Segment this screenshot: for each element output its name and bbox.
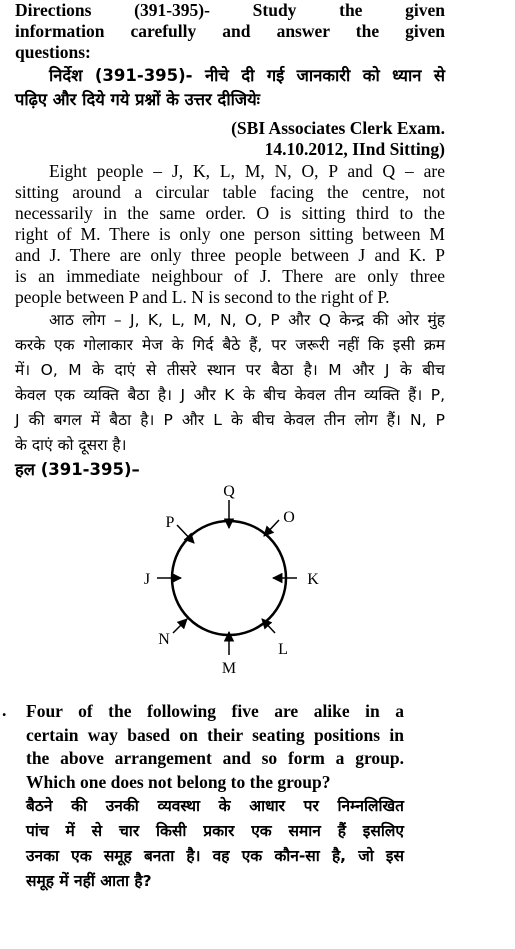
question-en <box>26 700 404 794</box>
question-en-line: Which one does not belong to the group? <box>26 771 331 792</box>
source-citation <box>15 118 445 160</box>
question-hi-line: बैठने की उनकी व्यवस्था के आधार पर निम्नलिखित <box>26 797 404 815</box>
directions-en <box>15 0 445 63</box>
question-en-line: certain way based on their seating positions in <box>26 724 404 745</box>
passage-en-line: people between P and L. N is second to the right of P. <box>15 287 390 307</box>
passage-hi <box>15 308 445 458</box>
passage-en-line: is an immediate neighbour of J. There are only three <box>15 266 445 286</box>
passage-en <box>15 161 445 308</box>
question-en-line: the above arrangement and so form a group. <box>26 748 404 768</box>
passage-en-line: sitting around a circular table facing the centre, not <box>15 182 445 202</box>
source-line: 14.10.2012, IInd Sitting) <box>264 139 445 159</box>
label-m: M <box>221 660 237 677</box>
question-hi <box>26 794 404 894</box>
directions-en-line: questions: <box>15 42 91 62</box>
arrow-o <box>264 520 279 536</box>
arrow-l <box>262 619 275 633</box>
label-k: K <box>307 571 319 588</box>
question-en-line: Four of the following five are alike in a <box>26 701 404 721</box>
label-n: N <box>158 631 170 648</box>
passage-en-line: necessarily in the same order. O is sitting third to the <box>15 203 445 223</box>
passage-hi-line: J की बगल में बैठा है। P और L के बीच केवल तीन लोग हैं। N, P <box>15 411 445 429</box>
passage-en-line: Eight people – J, K, L, M, N, O, P and Q – are <box>49 161 445 181</box>
directions-hi-line: निर्देश (391-395)- नीचे दी गई जानकारी को ध्यान से <box>49 66 445 85</box>
passage-hi-line: करके एक गोलाकार मेज के गिर्द बैठे हैं, पर जरूरी नहीं कि इसी क्रम <box>15 336 445 354</box>
seating-diagram <box>0 478 515 678</box>
directions-en-line: Directions (391-395)- Study the given <box>15 0 445 20</box>
passage-hi-line: आठ लोग – J, K, L, M, N, O, P और Q केन्द्र की ओर मुंह <box>49 311 445 329</box>
source-line: (SBI Associates Clerk Exam. <box>231 118 445 138</box>
directions-hi <box>15 64 445 112</box>
directions-hi-line: पढ़िए और दिये गये प्रश्नों के उत्तर दीजियेः <box>15 90 261 109</box>
label-p: P <box>165 514 175 531</box>
label-l: L <box>278 641 288 658</box>
passage-en-line: right of M. There is only one person sitting between M <box>15 224 445 244</box>
passage-en-line: and J. There are only three people between J and K. P <box>15 245 445 265</box>
question-hi-line: उनका एक समूह बनता है। वह एक कौन-सा है, जो इस <box>26 847 404 865</box>
question-hi-line: समूह में नहीं आता है? <box>26 872 152 890</box>
label-j: J <box>143 571 151 588</box>
directions-en-line: information carefully and answer the given <box>15 21 445 41</box>
passage-hi-line: केवल एक व्यक्ति बैठा है। J और K के बीच केवल तीन व्यक्ति हैं। P, <box>15 386 445 404</box>
passage-hi-line: के दाएं को दूसरा है। <box>15 436 127 454</box>
label-o: O <box>283 509 295 526</box>
label-q: Q <box>223 483 235 500</box>
question-bullet: . <box>2 700 7 720</box>
arrow-n <box>173 619 187 633</box>
solution-heading-text: हल (391-395)– <box>15 460 140 479</box>
passage-hi-line: में। O, M के दाएं से तीसरे स्थान पर बैठा है। M और J के बीच <box>15 361 445 379</box>
question-hi-line: पांच में से चार किसी प्रकार एक समान हैं इसलिए <box>26 822 404 840</box>
